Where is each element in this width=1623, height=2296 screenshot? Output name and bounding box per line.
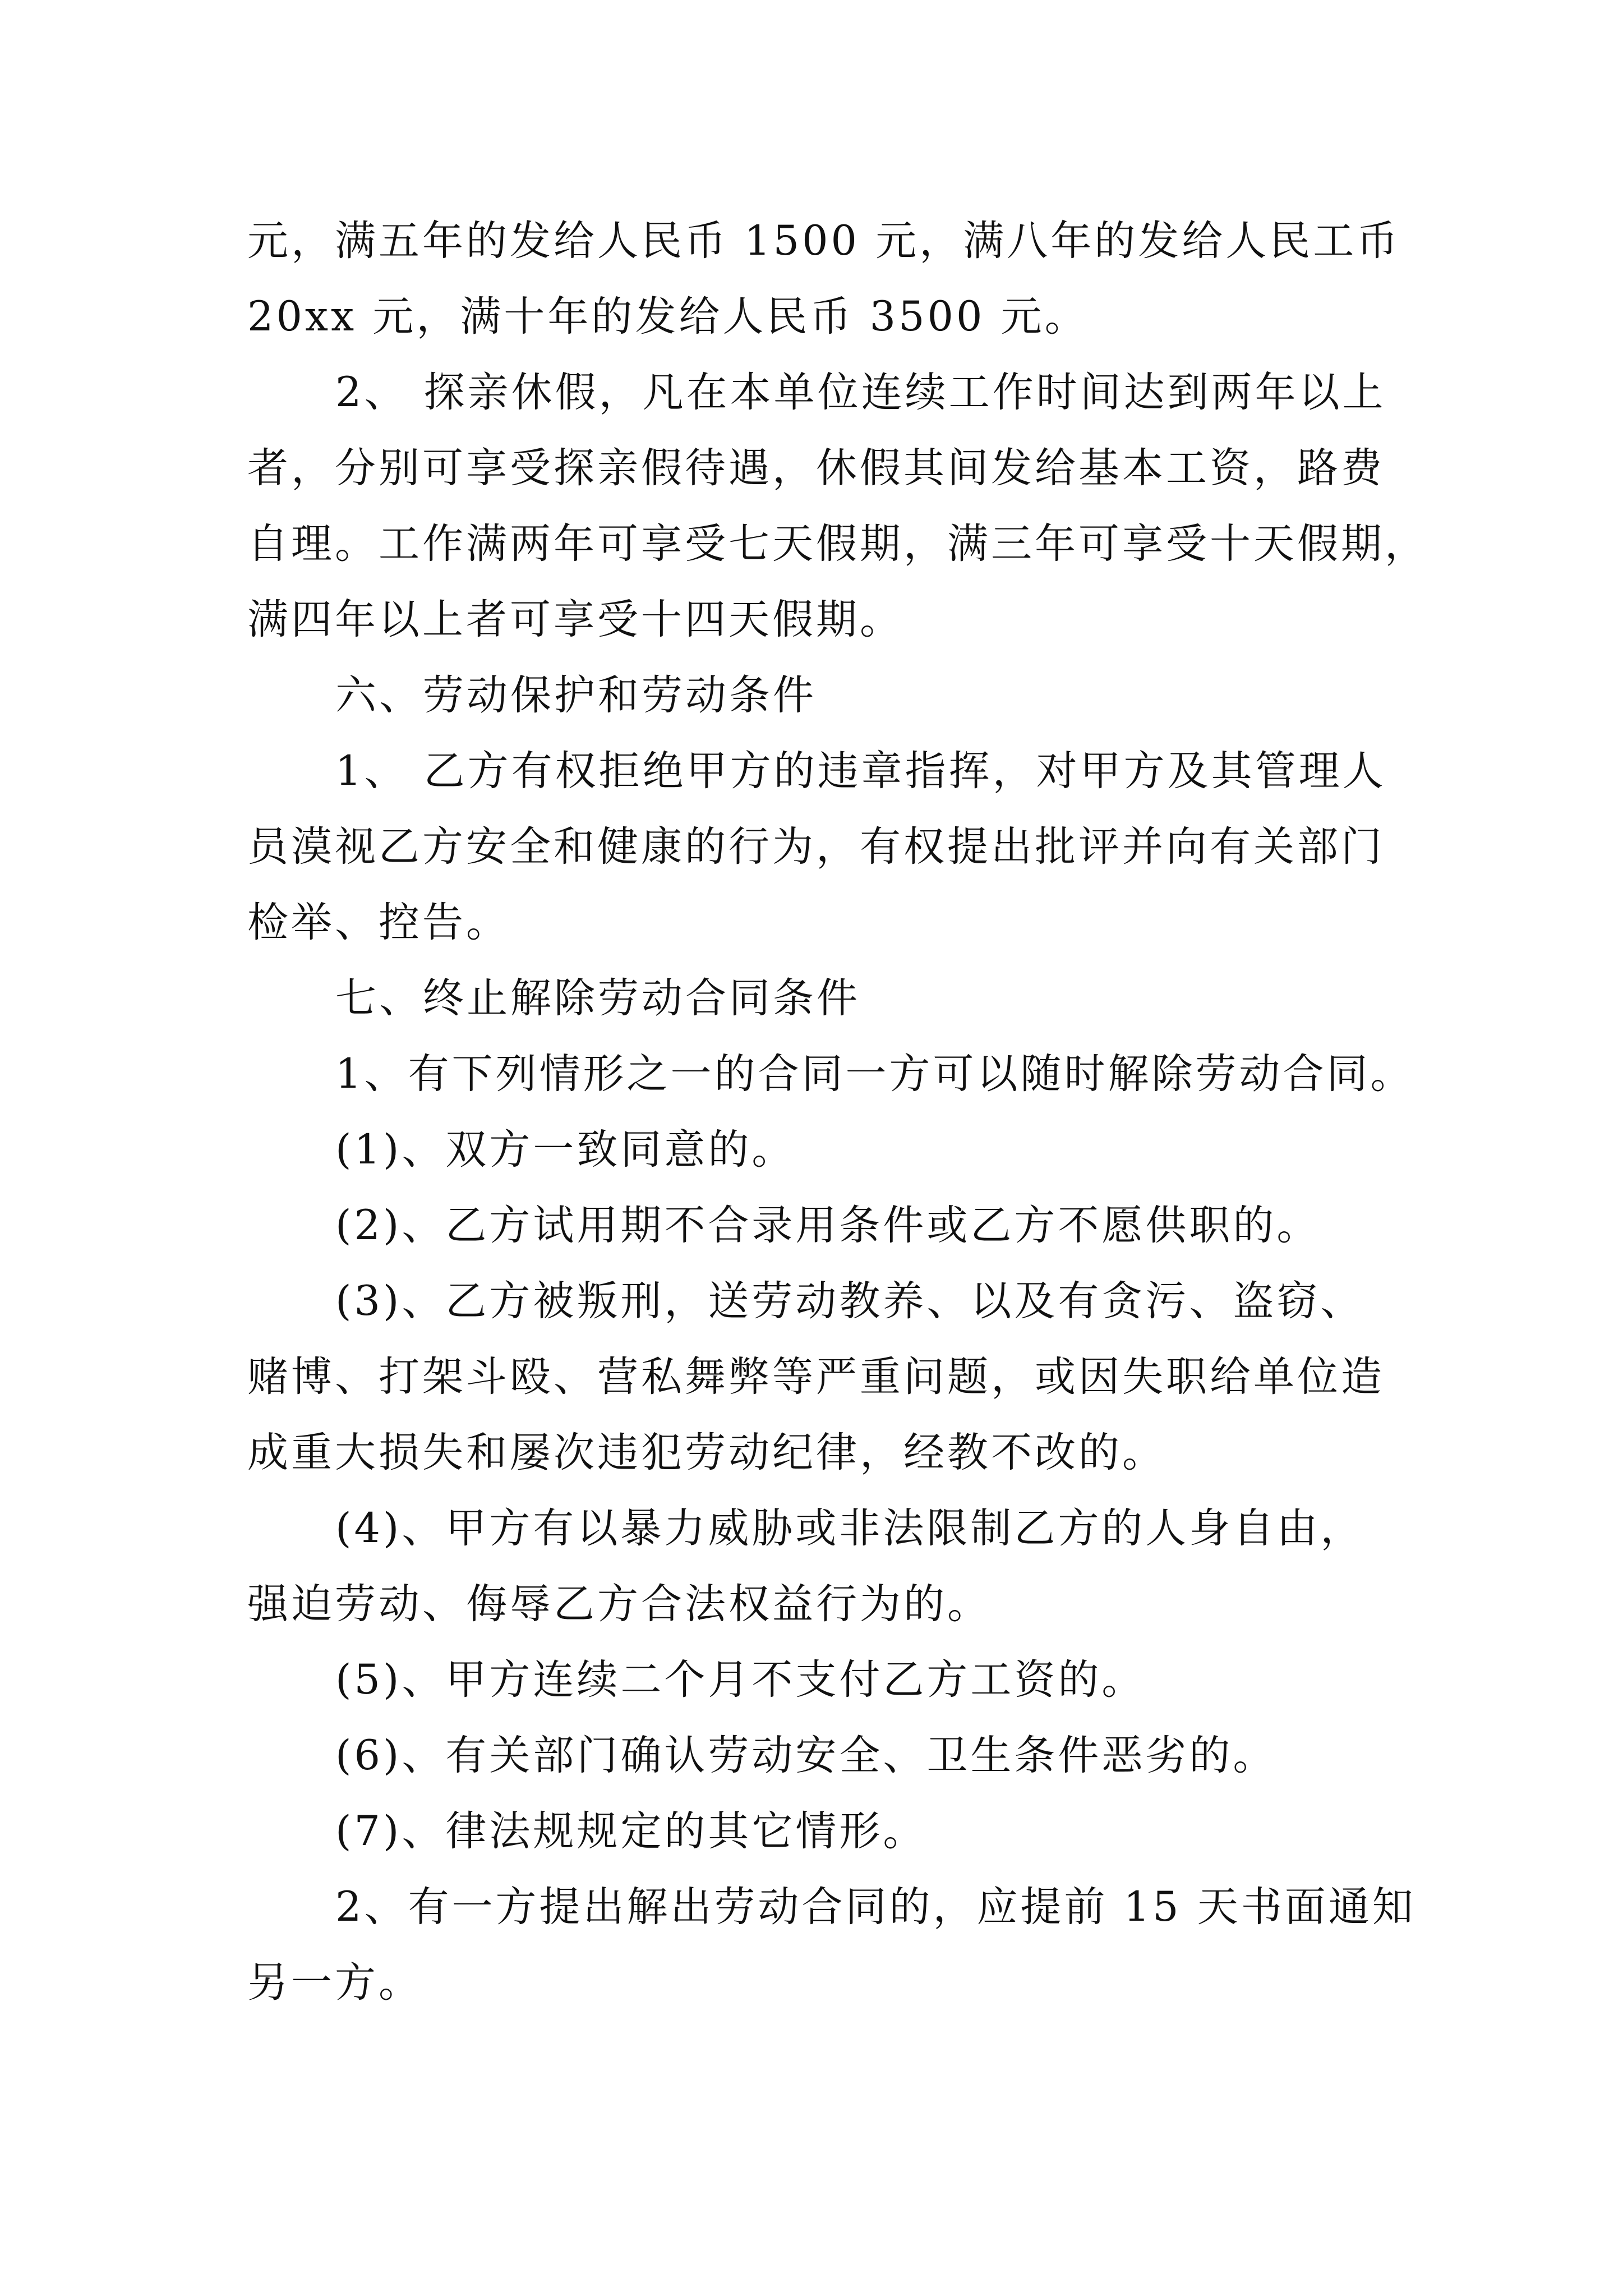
text-line: 检举、控告。 [247,899,510,946]
text-line: 2、 探亲休假，凡在本单位连续工作时间达到两年以上 [335,369,1386,416]
text-line: 自理。工作满两年可享受七天假期，满三年可享受十天假期， [247,520,1428,568]
text-line: 强迫劳动、侮辱乙方合法权益行为的。 [247,1580,991,1628]
text-line: 满四年以上者可享受十四天假期。 [247,596,903,643]
section-heading: 六、劳动保护和劳动条件 [335,671,817,719]
list-item: (7)、律法规规定的其它情形。 [335,1807,927,1855]
list-item: (6)、有关部门确认劳动安全、卫生条件恶劣的。 [335,1732,1277,1779]
text-line: 成重大损失和屡次违犯劳动纪律，经教不改的。 [247,1429,1166,1476]
text-line: 员漠视乙方安全和健康的行为，有权提出批评并向有关部门 [247,823,1385,871]
text-line: 1、 乙方有权拒绝甲方的违章指挥，对甲方及其管理人 [335,747,1386,795]
list-item: (1)、双方一致同意的。 [335,1126,796,1174]
text-line: 20xx 元，满十年的发给人民币 3500 元。 [247,293,1089,341]
text-line: 1、有下列情形之一的合同一方可以随时解除劳动合同。 [335,1050,1414,1098]
list-item: (4)、甲方有以暴力威胁或非法限制乙方的人身自由， [335,1504,1364,1552]
list-item: (2)、乙方试用期不合录用条件或乙方不愿供职的。 [335,1202,1321,1249]
list-item: (5)、甲方连续二个月不支付乙方工资的。 [335,1656,1146,1704]
text-line: 者，分别可享受探亲假待遇，休假其间发给基本工资，路费 [247,444,1385,492]
text-line: 另一方。 [247,1959,422,2007]
list-item: (3)、乙方被叛刑，送劳动教养、以及有贪污、盗窃、 [335,1277,1364,1325]
text-line: 2、有一方提出解出劳动合同的，应提前 15 天书面通知 [335,1883,1416,1931]
text-line: 元，满五年的发给人民币 1500 元，满八年的发给人民工币 [247,217,1401,265]
text-line: 赌博、打架斗殴、营私舞弊等严重问题，或因失职给单位造 [247,1353,1385,1401]
section-heading: 七、终止解除劳动合同条件 [335,974,860,1022]
